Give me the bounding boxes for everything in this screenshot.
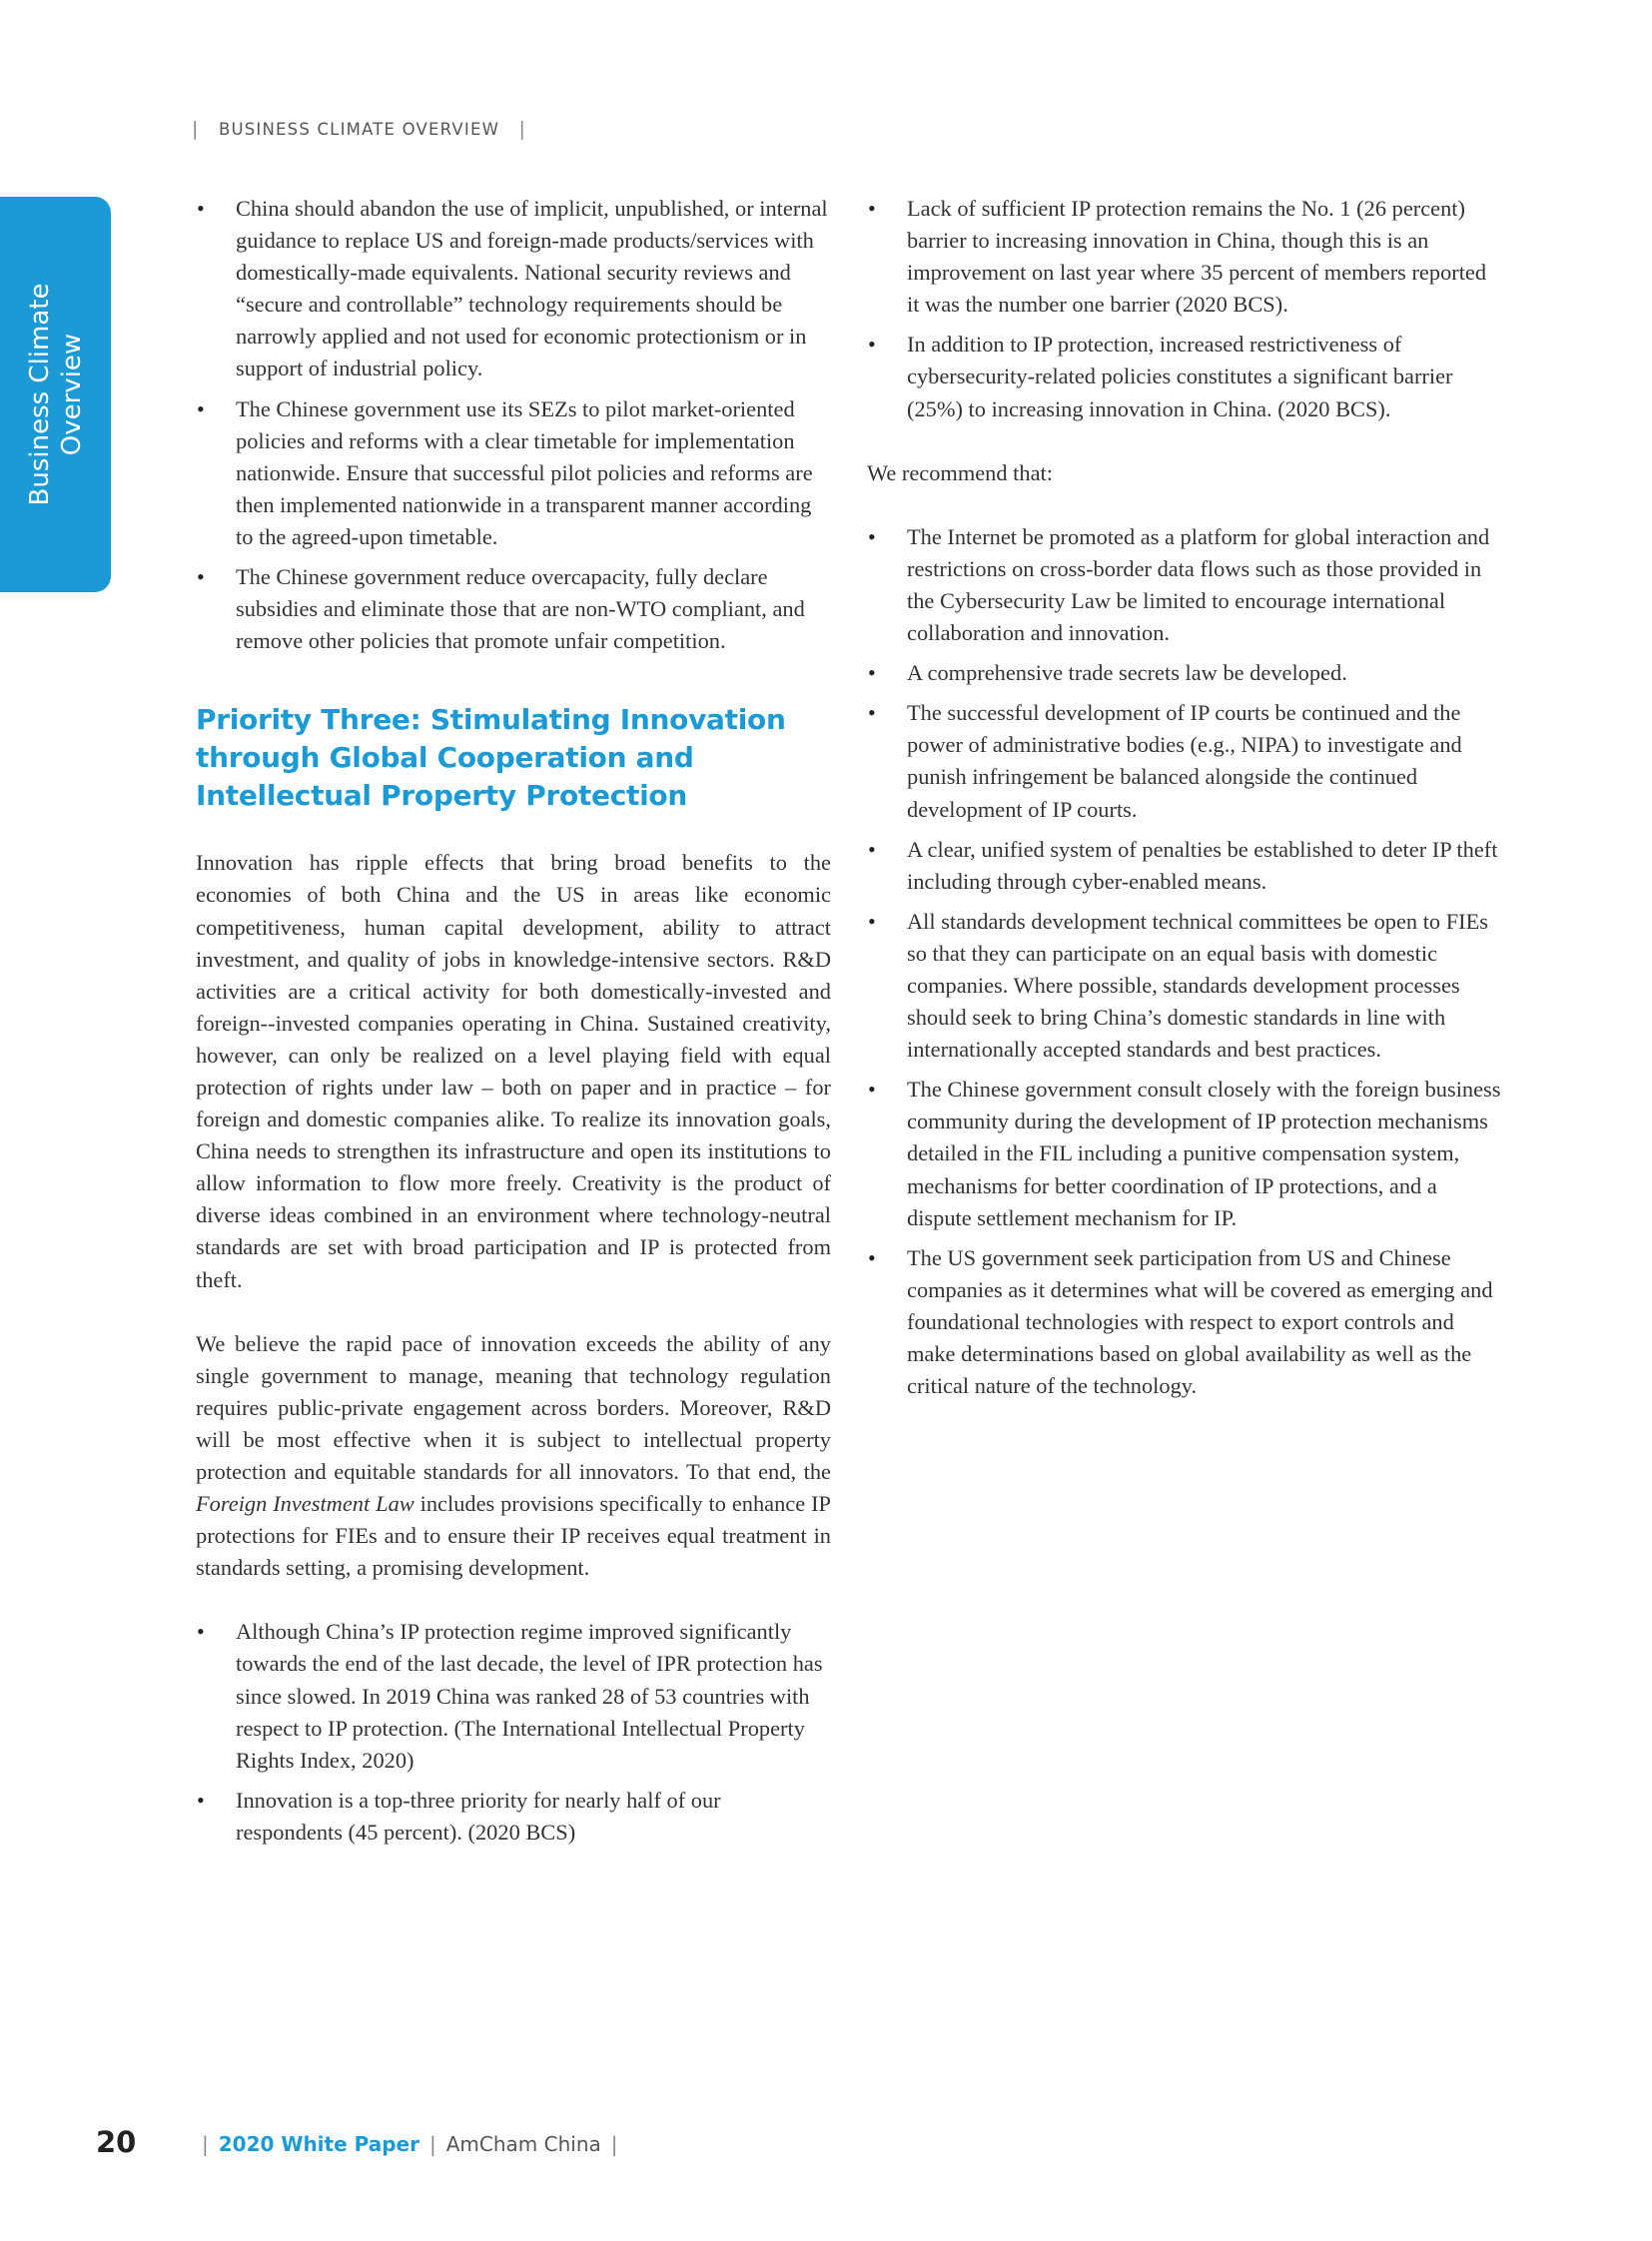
list-item: • Lack of sufficient IP protection remains the No. 1 (26 percent) barrier to increasing innovation in China, though this is an improvement on last year where 35 percent of members reported it was the number one barrier (2020 BCS). [867, 193, 1502, 321]
list-item: • In addition to IP protection, increased restrictiveness of cybersecurity-related policies constitutes a significant barrier (25%) to increasing innovation in China. (2020 BCS). [867, 329, 1502, 424]
section-heading: Priority Three: Stimulating Innovation through Global Cooperation and Intellectual Property Protection [196, 703, 786, 813]
header-divider: | [518, 118, 527, 140]
footer-publication-line [192, 2132, 628, 2156]
body-paragraph: Innovation has ripple effects that bring broad benefits to the economies of both China and the US in areas like economic competitiveness, human capital development, ability to attract investment, and quality of jobs in knowledge-intensive sectors. R&D activities are a critical activity for both domestically-invested and foreign--invested companies operating in China. Sustained creativity, however, can only be realized on a level playing field with equal protection of rights under law – both on paper and in practice – for foreign and domestic companies alike. To realize its innovation goals, China needs to strengthen its infrastructure and open its institutions to allow information to flow more freely. Creativity is the product of diverse ideas combined in an environment where technology-neutral standards are set with broad participation and IP is protected from theft. [196, 850, 831, 1292]
recommendation-intro: We recommend that: [867, 459, 1053, 485]
side-tab-line-2: Overview [57, 333, 87, 456]
policy-bullet-list [196, 193, 831, 657]
list-item: • The Chinese government use its SEZs to pilot market-oriented policies and reforms with a clear timetable for implementation nationwide. Ensure that successful pilot policies and reforms are then implemented nationwide in a transparent manner according to the agreed-upon timetable. [196, 393, 831, 553]
footer-divider: | [610, 2132, 618, 2156]
list-item: • The Chinese government consult closely with the foreign business community during the development of IP protection mechanisms detailed in the FIL including a punitive compensation system, mechanisms for better coordination of IP protections, and a dispute settlement mechanism for IP. [867, 1074, 1502, 1233]
law-title: Foreign Investment Law [196, 1491, 414, 1517]
footer-divider: | [202, 2132, 209, 2156]
list-item: • China should abandon the use of implicit, unpublished, or internal guidance to replace US and foreign-made products/services with domestically-made equivalents. National security reviews and “secure and controllable” technology requirements should be narrowly applied and not used for economic protectionism or in support of industrial policy. [196, 193, 831, 385]
list-item: • All standards development technical committees be open to FIEs so that they can participate on an equal basis with domestic companies. Where possible, standards development processes should seek to bring China’s domestic standards in line with internationally accepted standards and best practices. [867, 906, 1502, 1066]
list-item: • The successful development of IP courts be continued and the power of administrative bodies (e.g., NIPA) to investigate and punish infringement be balanced alongside the continued development of IP courts. [867, 697, 1502, 825]
list-item: • The Chinese government reduce overcapacity, fully declare subsidies and eliminate those that are non-WTO compliant, and remove other policies that promote unfair competition. [196, 561, 831, 657]
running-header [192, 118, 526, 140]
list-item: • Innovation is a top-three priority for nearly half of our respondents (45 percent). (2020 BCS) [196, 1785, 831, 1849]
paragraph-text: includes provisions specifically to enhance IP protections for FIEs and to ensure their IP receives equal treatment in standards setting, a promising development. [196, 1491, 831, 1581]
list-item: • The Internet be promoted as a platform for global interaction and restrictions on cross-border data flows such as those provided in the Cybersecurity Law be limited to encourage international collaboration and innovation. [867, 521, 1502, 649]
page-number: 20 [96, 2125, 137, 2159]
list-item: • Although China’s IP protection regime improved significantly towards the end of the last decade, the level of IPR protection has since slowed. In 2019 China was ranked 28 of 53 countries with respect to IP protection. (The International Intellectual Property Rights Index, 2020) [196, 1616, 831, 1776]
footer-divider: | [428, 2132, 436, 2156]
header-divider: | [192, 118, 200, 140]
header-section-title: BUSINESS CLIMATE OVERVIEW [218, 120, 500, 139]
paragraph-text: We believe the rapid pace of innovation exceeds the ability of any single government to manage, meaning that technology regulation requires public-private engagement across borders. Moreover, R&D will be most effective when it is subject to intellectual property protection and equitable standards for all innovators. To that end, the [196, 1330, 831, 1484]
statistics-bullet-list [196, 1616, 831, 1849]
list-item: • A clear, unified system of penalties be established to deter IP theft including through cyber-enabled means. [867, 834, 1502, 898]
statistics-bullet-list [867, 193, 1502, 425]
list-item: • A comprehensive trade secrets law be developed. [867, 657, 1502, 689]
left-column [196, 193, 831, 1857]
list-item: • The US government seek participation from US and Chinese companies as it determines what will be covered as emerging and foundational technologies with respect to export controls and make determinations based on global availability as well as the critical nature of the technology. [867, 1242, 1502, 1402]
organization-name: AmCham China [445, 2132, 601, 2156]
right-column [867, 193, 1502, 1410]
recommendation-list [867, 521, 1502, 1402]
side-tab-line-1: Business Climate [25, 283, 55, 506]
side-tab-label [24, 284, 88, 506]
publication-title: 2020 White Paper [218, 2132, 419, 2156]
section-side-tab [0, 197, 111, 592]
body-paragraph [196, 1328, 831, 1585]
